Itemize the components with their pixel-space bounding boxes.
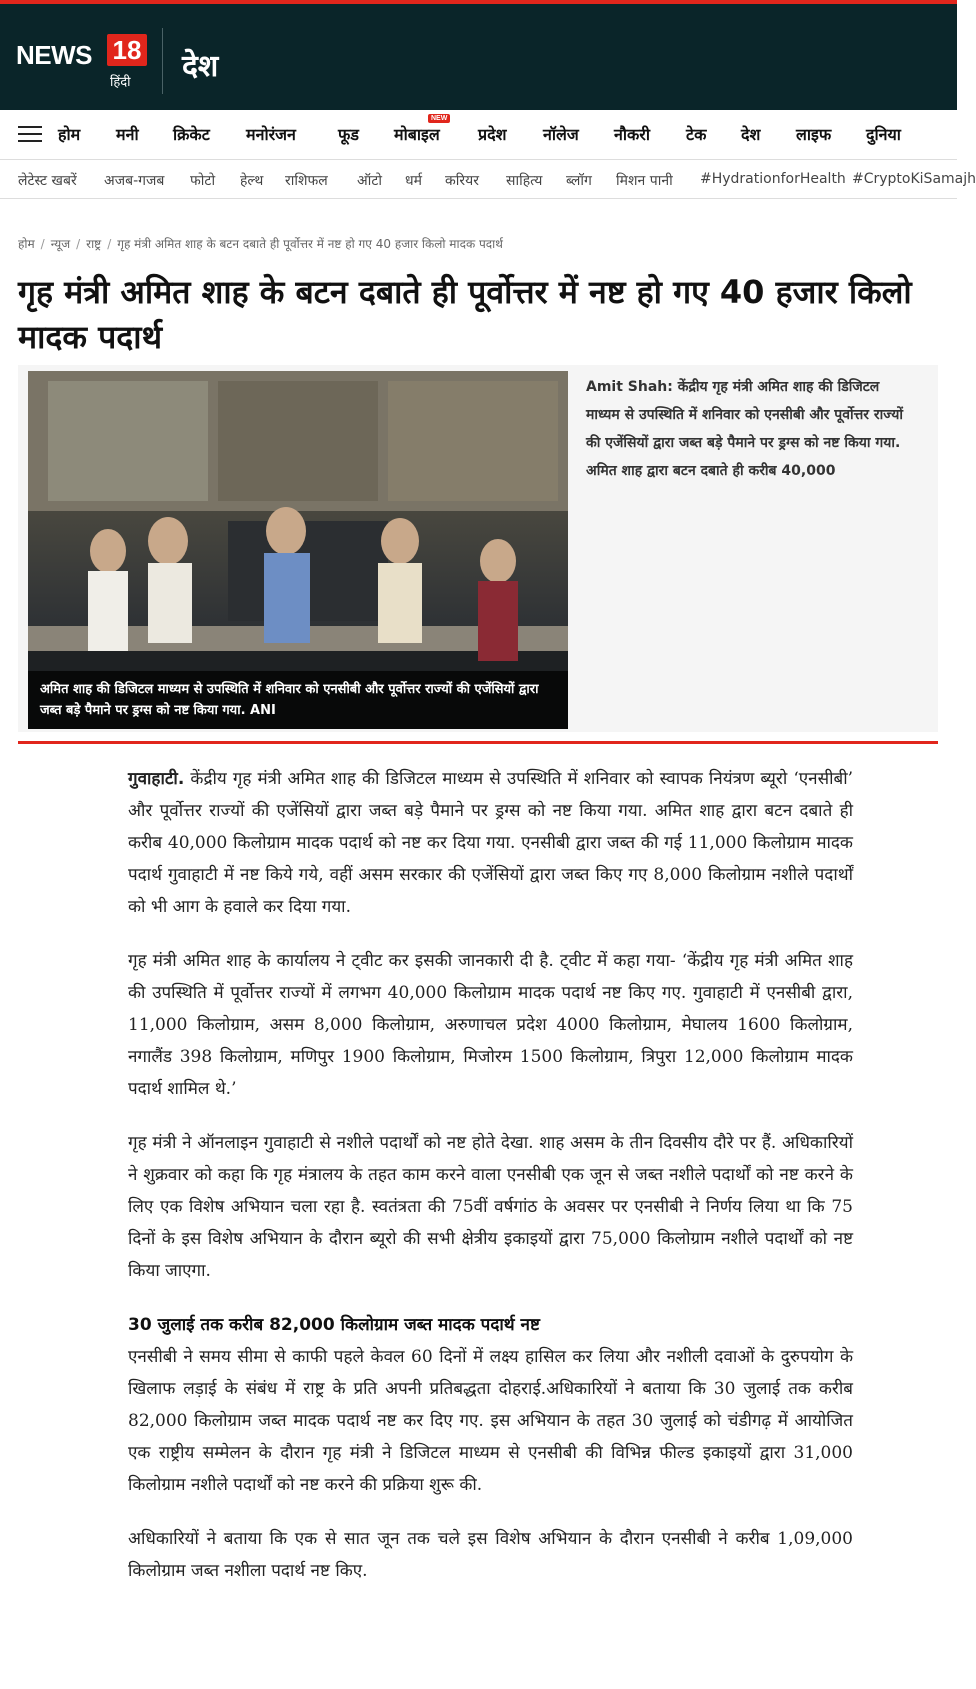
breadcrumb-news[interactable]: न्यूज	[50, 237, 71, 251]
article-subhead: 30 जुलाई तक करीब 82,000 किलोग्राम जब्त मादक पदार्थ नष्ट	[128, 1315, 540, 1335]
hero-image[interactable]	[28, 371, 568, 729]
subnav-item[interactable]: लेटेस्ट खबरें	[18, 173, 77, 189]
nav-item-cricket[interactable]: क्रिकेट	[173, 125, 210, 144]
article-headline: गृह मंत्री अमित शाह के बटन दबाते ही पूर्वोत्तर में नष्ट हो गए 40 हजार किलो मादक पदार्थ	[18, 273, 912, 356]
article-paragraph: गृह मंत्री ने ऑनलाइन गुवाहाटी से नशीले पदार्थों को नष्ट होते देखा. शाह असम के तीन दिवसीय दौरे पर हैं. अधिकारियों ने शुक्रवार को कहा कि गृह मंत्रालय के तहत काम करने वाला एनसीबी एक जून से जब्त नशीले पदार्थों को नष्ट करने के लिए एक विशेष अभियान चला रहा है. स्वतंत्रता की 75वीं वर्षगांठ के अवसर पर एनसीबी ने निर्णय लिया था कि 75 दिनों के इस विशेष अभियान के दौरान ब्यूरो की सभी क्षेत्रीय इकाइयों द्वारा 75,000 किलोग्राम नशीले पदार्थों को नष्ट किया जाएगा.	[128, 1133, 853, 1281]
breadcrumb-home[interactable]: होम	[18, 237, 35, 251]
nav-item-food[interactable]: फूड	[338, 125, 359, 144]
nav-item-home[interactable]: होम	[58, 125, 81, 144]
main-nav	[0, 110, 957, 160]
subnav-item[interactable]: #CryptoKiSamajh	[852, 171, 976, 187]
new-badge: NEW	[428, 114, 450, 123]
article-body	[128, 763, 853, 1609]
subnav-item[interactable]: हेल्थ	[240, 173, 264, 189]
hamburger-menu-icon[interactable]	[18, 126, 42, 144]
subnav-item[interactable]: मिशन पानी	[616, 173, 673, 189]
hero-summary: Amit Shah: केंद्रीय गृह मंत्री अमित शाह की डिजिटल माध्यम से उपस्थिति में शनिवार को एनसीबी और पूर्वोत्तर राज्यों की एजेंसियों द्वारा जब्त बड़े पैमाने पर ड्रग्स को नष्ट किया गया. अमित शाह द्वारा बटन दबाते ही करीब 40,000	[586, 379, 903, 479]
subnav-item[interactable]: राशिफल	[285, 173, 328, 189]
article-paragraph: एनसीबी ने समय सीमा से काफी पहले केवल 60 दिनों में लक्ष्य हासिल कर लिया और नशीली दवाओं के दुरुपयोग के खिलाफ लड़ाई के संबंध में राष्ट्र के प्रति अपनी प्रतिबद्धता दोहराई.अधिकारियों ने बताया कि 30 जुलाई तक करीब 82,000 किलोग्राम जब्त मादक पदार्थ नष्ट कर दिए गए. इस अभियान के तहत 30 जुलाई को चंडीगढ़ में आयोजित एक राष्ट्रीय सम्मेलन के दौरान गृह मंत्री ने डिजिटल माध्यम से एनसीबी की विभिन्न फील्ड इकाइयों द्वारा 31,000 किलोग्राम नशीले पदार्थों को नष्ट करने की प्रक्रिया शुरू की.	[128, 1347, 853, 1495]
breadcrumb: होम / न्यूज / राष्ट्र / गृह मंत्री अमित शाह के बटन दबाते ही पूर्वोत्तर में नष्ट हो गए 40 हजार किलो मादक पदार्थ	[18, 237, 503, 251]
breadcrumb-current: गृह मंत्री अमित शाह के बटन दबाते ही पूर्वोत्तर में नष्ट हो गए 40 हजार किलो मादक पदार्थ	[117, 237, 503, 251]
nav-item-jobs[interactable]: नौकरी	[614, 125, 651, 144]
subnav-item[interactable]: #HydrationforHealth	[700, 171, 846, 187]
nav-item-desh[interactable]: देश	[741, 125, 761, 144]
nav-item-tech[interactable]: टेक	[686, 125, 707, 144]
nav-item-life[interactable]: लाइफ	[796, 125, 832, 144]
nav-item-mobile-label: मोबाइल	[394, 125, 440, 144]
section-title[interactable]: देश	[182, 49, 219, 84]
subnav-item[interactable]: अजब-गजब	[104, 173, 165, 189]
logo-number: 18	[107, 34, 147, 66]
paragraph-text: केंद्रीय गृह मंत्री अमित शाह की डिजिटल माध्यम से उपस्थिति में शनिवार को स्वापक नियंत्रण ब्यूरो ‘एनसीबी’ और पूर्वोत्तर राज्यों की एजेंसियों द्वारा जब्त बड़े पैमाने पर ड्रग्स को नष्ट किया गया. अमित शाह द्वारा बटन दबाते ही करीब 40,000 किलोग्राम मादक पदार्थ को नष्ट कर दिया गया. एनसीबी द्वारा जब्त की गई 11,000 किलोग्राम मादक पदार्थ गुवाहाटी में नष्ट किये गये, वहीं असम सरकार की एजेंसियों द्वारा जब्त किए गए 8,000 किलोग्राम नशीले पदार्थों को भी आग के हवाले कर दिया गया.	[128, 769, 853, 917]
nav-item-knowledge[interactable]: नॉलेज	[543, 125, 579, 144]
article-paragraph	[128, 763, 853, 923]
header-divider	[162, 28, 163, 94]
subnav-item[interactable]: साहित्य	[506, 173, 543, 189]
logo-subtitle: हिंदी	[110, 75, 131, 90]
logo-text: NEWS	[16, 40, 92, 70]
nav-item-money[interactable]: मनी	[116, 125, 139, 144]
hero-block	[18, 365, 938, 732]
sub-nav	[0, 161, 976, 199]
site-header	[0, 0, 957, 110]
divider-line	[18, 741, 938, 744]
subnav-item[interactable]: फोटो	[190, 173, 216, 189]
nav-item-entertainment[interactable]: मनोरंजन	[246, 125, 296, 144]
dateline: गुवाहाटी.	[128, 769, 185, 789]
breadcrumb-nation[interactable]: राष्ट्र	[86, 237, 102, 251]
subnav-item[interactable]: करियर	[445, 173, 479, 189]
subnav-item[interactable]: ऑटो	[357, 173, 383, 189]
subnav-item[interactable]: ब्लॉग	[566, 173, 592, 189]
article-paragraph: गृह मंत्री अमित शाह के कार्यालय ने ट्वीट कर इसकी जानकारी दी है. ट्वीट में कहा गया- ‘केंद्रीय गृह मंत्री अमित शाह की उपस्थिति में पूर्वोत्तर राज्यों में लगभग 40,000 किलोग्राम मादक पदार्थ नष्ट किए गए. गुवाहाटी में एनसीबी द्वारा, 11,000 किलोग्राम, असम 8,000 किलोग्राम, अरुणाचल प्रदेश 4000 किलोग्राम, मेघालय 1600 किलोग्राम, नगालैंड 398 किलोग्राम, मणिपुर 1900 किलोग्राम, मिजोरम 1500 किलोग्राम, त्रिपुरा 12,000 किलोग्राम मादक पदार्थ शामिल थे.’	[128, 951, 853, 1099]
hero-caption: अमित शाह की डिजिटल माध्यम से उपस्थिति में शनिवार को एनसीबी और पूर्वोत्तर राज्यों की एजेंसियों द्वारा जब्त बड़े पैमाने पर ड्रग्स को नष्ट किया गया. ANI	[28, 671, 568, 729]
nav-item-mobile[interactable]	[394, 115, 448, 145]
subnav-item[interactable]: धर्म	[405, 173, 422, 189]
nav-item-world[interactable]: दुनिया	[866, 125, 901, 144]
nav-item-state[interactable]: प्रदेश	[478, 125, 507, 144]
news18-logo[interactable]	[16, 28, 151, 88]
article-paragraph: अधिकारियों ने बताया कि एक से सात जून तक चले इस विशेष अभियान के दौरान एनसीबी ने करीब 1,09,000 किलोग्राम जब्त नशीला पदार्थ नष्ट किए.	[128, 1529, 853, 1581]
